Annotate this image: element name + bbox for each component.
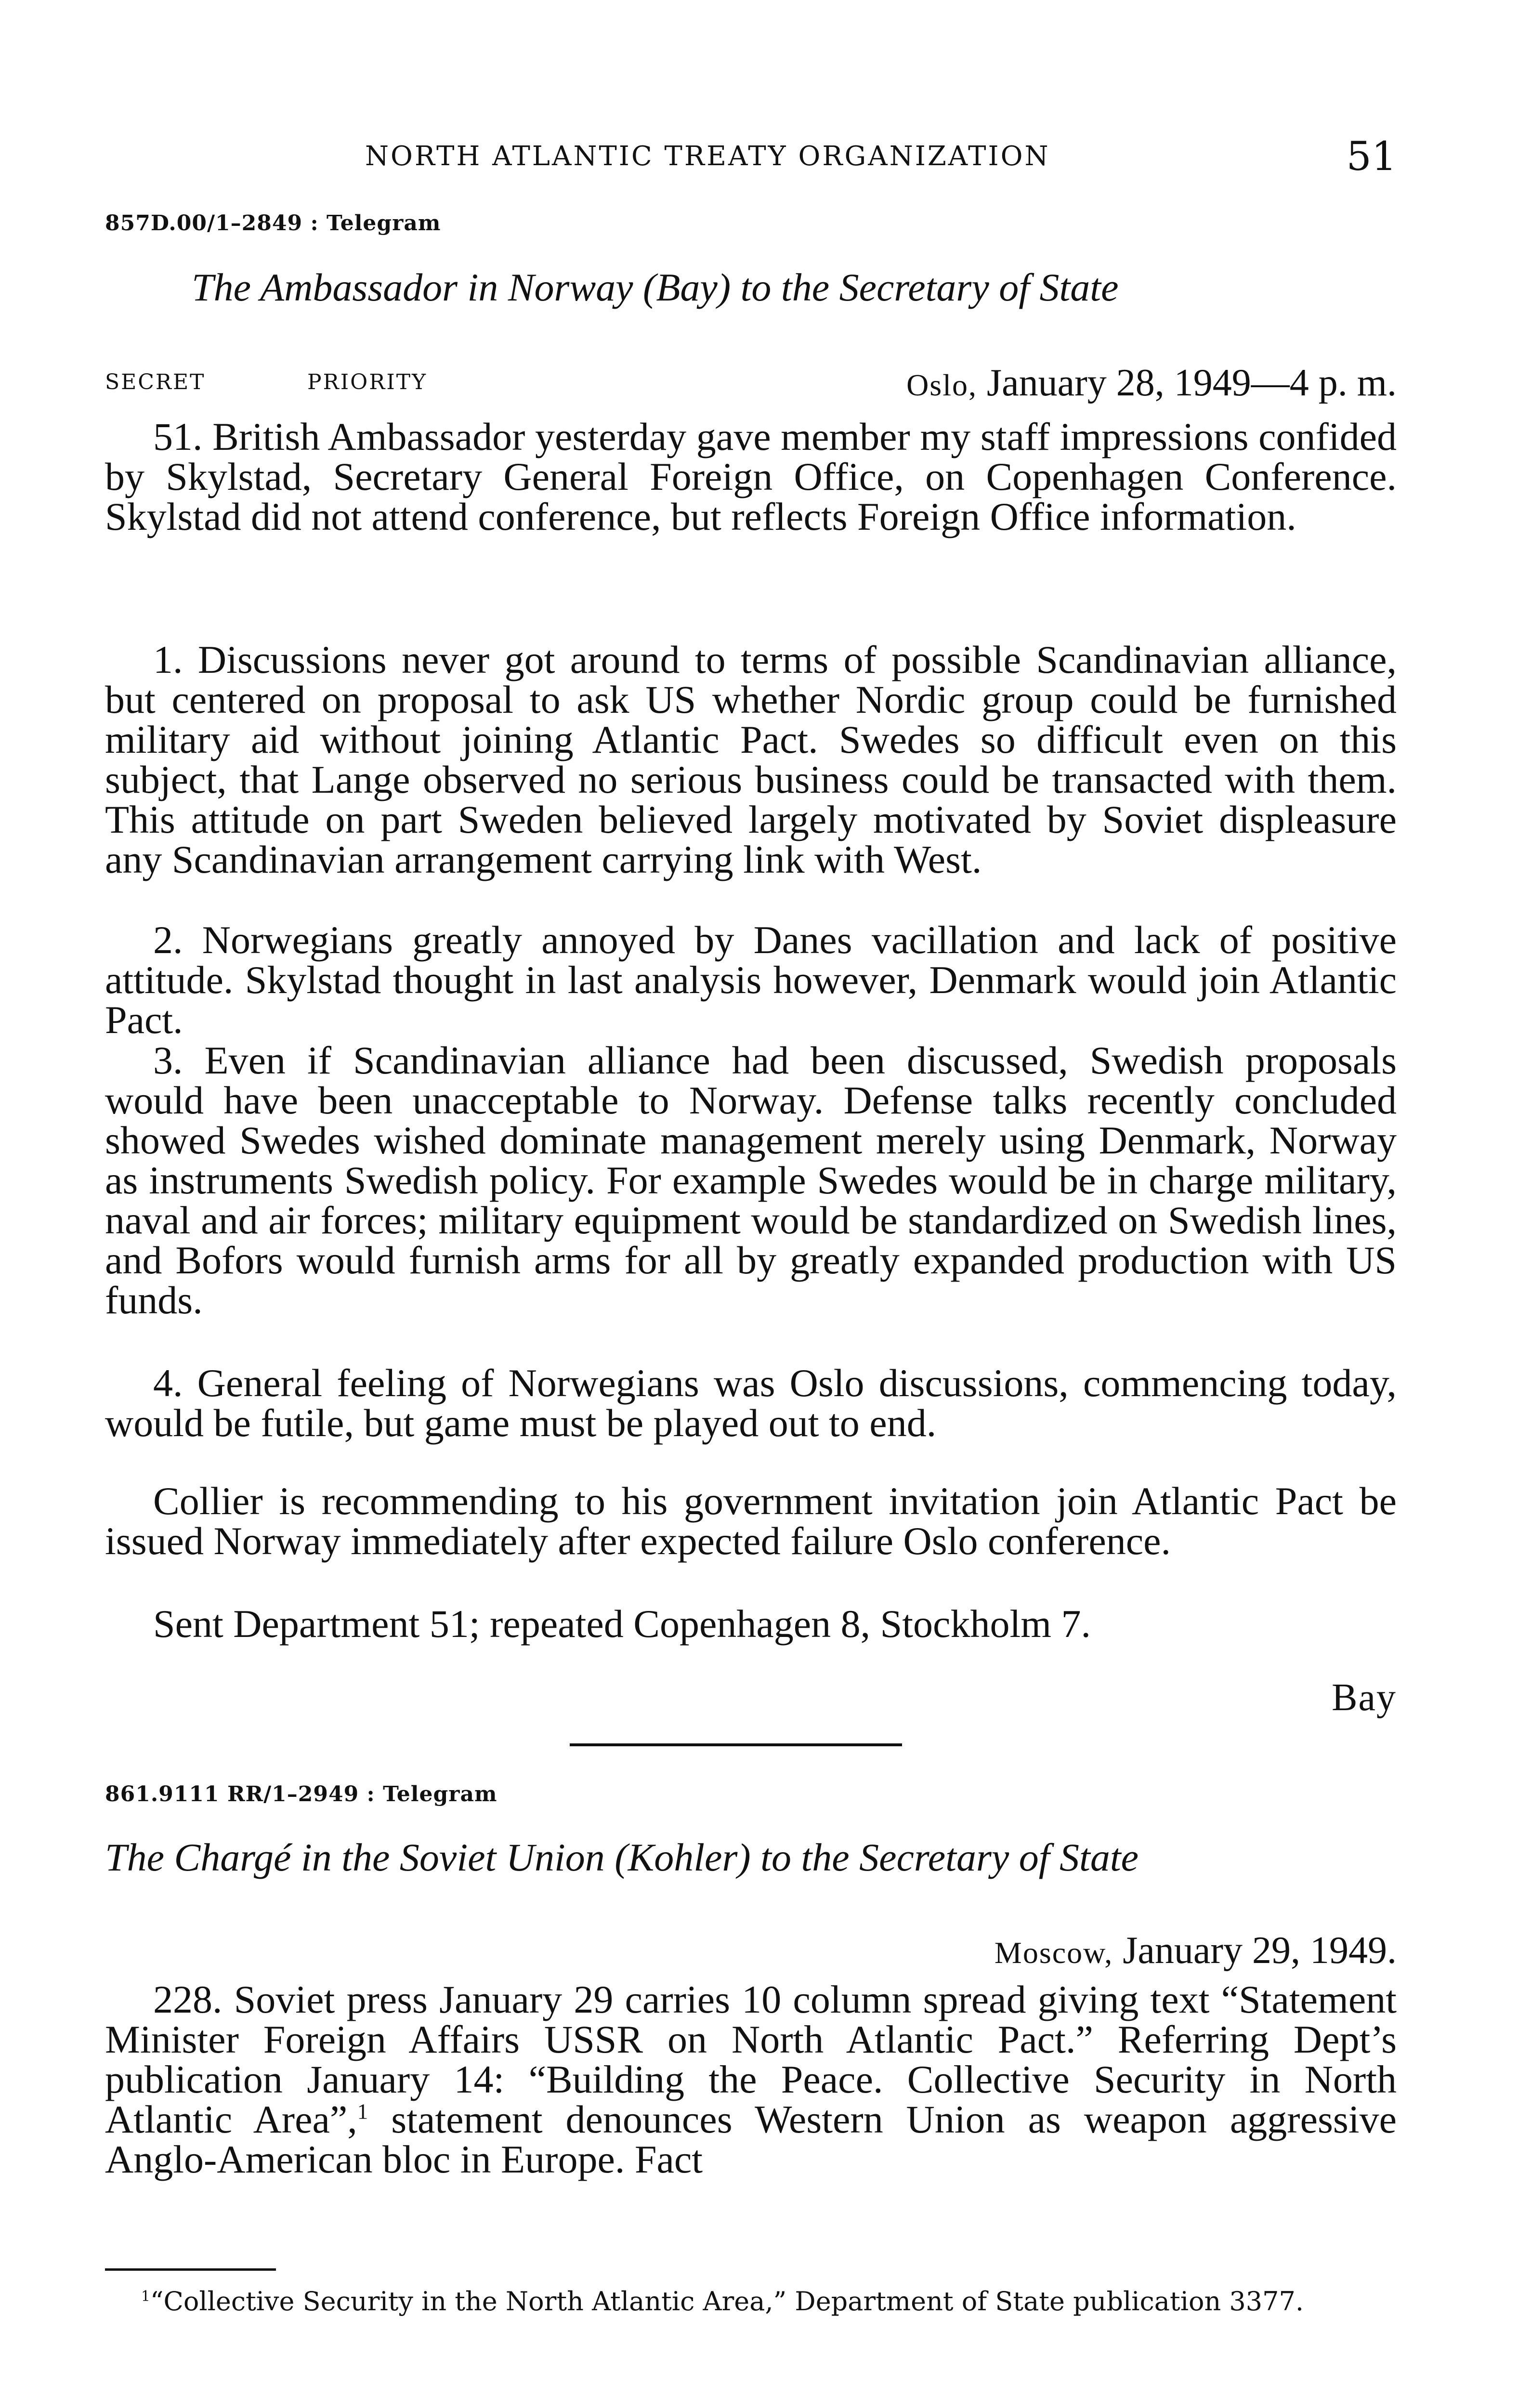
page-number: 51 — [1346, 134, 1397, 180]
signature-text: Bay — [1332, 1676, 1397, 1719]
paragraph: 3. Even if Scandinavian alliance had been discussed, Swedish proposals would have been unacceptable to Norway. Defense talks recently concluded showed Swedes wished dominate management merely using Denmark, Norway as instruments Swedish policy. For example Swedes would be in charge military, naval and air forces; military equipment would be standardized on Swedish lines, and Bofors would furnish arms for all by greatly expanded production with US funds. — [105, 1038, 1397, 1322]
dateline-date: January 28, 1949—4 p. m. — [986, 362, 1397, 404]
dateline-place: Oslo, — [906, 368, 977, 402]
classification-label: SECRET — [105, 370, 206, 394]
footnote-marker: 1 — [141, 2288, 150, 2305]
document-page — [105, 0, 1397, 2408]
footnote — [105, 2287, 1397, 2316]
document-title: The Chargé in the Soviet Union (Kohler) to the Secretary of State — [105, 1835, 1139, 1879]
paragraph: Sent Department 51; repeated Copenhagen 8, Stockholm 7. — [153, 1602, 1091, 1646]
running-title: NORTH ATLANTIC TREATY ORGANIZATION — [365, 141, 1050, 172]
footnote-rule — [105, 2268, 276, 2271]
dateline — [906, 361, 1397, 405]
paragraph: 51. British Ambassador yesterday gave member my staff impressions confided by Skylstad, Secretary General Foreign Office, on Copenhagen Conference. Skylstad did not attend conference, but reflects Foreign Office information. — [105, 415, 1397, 538]
paragraph-text: statement denounces Western Union as weapon aggressive Anglo-American bloc in Europe. Fact — [105, 2097, 1397, 2181]
paragraph: 4. General feeling of Norwegians was Oslo discussions, commencing today, would be futile, but game must be played out to end. — [105, 1361, 1397, 1445]
paragraph — [105, 1979, 1397, 2179]
section-divider — [570, 1743, 902, 1746]
footnote-text: “Collective Security in the North Atlantic Area,” Department of State publication 3377. — [150, 2286, 1304, 2316]
footnote-reference[interactable]: 1 — [357, 2099, 368, 2124]
document-title: The Ambassador in Norway (Bay) to the Secretary of State — [192, 265, 1119, 309]
document-reference: 861.9111 RR/1–2949 : Telegram — [105, 1782, 497, 1806]
paragraph: 1. Discussions never got around to terms of possible Scandinavian alliance, but centered on proposal to ask US whether Nordic group could be furnished military aid without joining Atlantic Pact. Swedes so difficult even on this subject, that Lange observed no serious business could be transacted with them. This attitude on part Sweden believed largely motivated by Soviet displeasure any Scandinavian arrangement carrying link with West. — [105, 638, 1397, 881]
dateline-date: January 29, 1949. — [1123, 1929, 1397, 1972]
priority-label: PRIORITY — [307, 370, 428, 394]
paragraph: Collier is recommending to his government invitation join Atlantic Pact be issued Norway immediately after expected failure Oslo conference. — [105, 1479, 1397, 1563]
dateline-row — [105, 1929, 1397, 1977]
document-reference: 857D.00/1–2849 : Telegram — [105, 211, 441, 236]
running-head — [105, 134, 1397, 180]
dateline-row — [105, 361, 1397, 409]
dateline — [995, 1929, 1397, 1973]
signature — [1332, 1676, 1397, 1720]
dateline-place: Moscow, — [994, 1936, 1113, 1970]
paragraph-text: 228. Soviet press January 29 carries 10 column spread giving text “Statement Minister Foreign Affairs USSR on North Atlantic Pact.” Referring Dept’s publication January 14: “Building the Peace. Collective Security in North Atlantic Area”, — [105, 1977, 1397, 2141]
paragraph: 2. Norwegians greatly annoyed by Danes vacillation and lack of positive attitude. Skylstad thought in last analysis however, Denmark would join Atlantic Pact. — [105, 918, 1397, 1042]
